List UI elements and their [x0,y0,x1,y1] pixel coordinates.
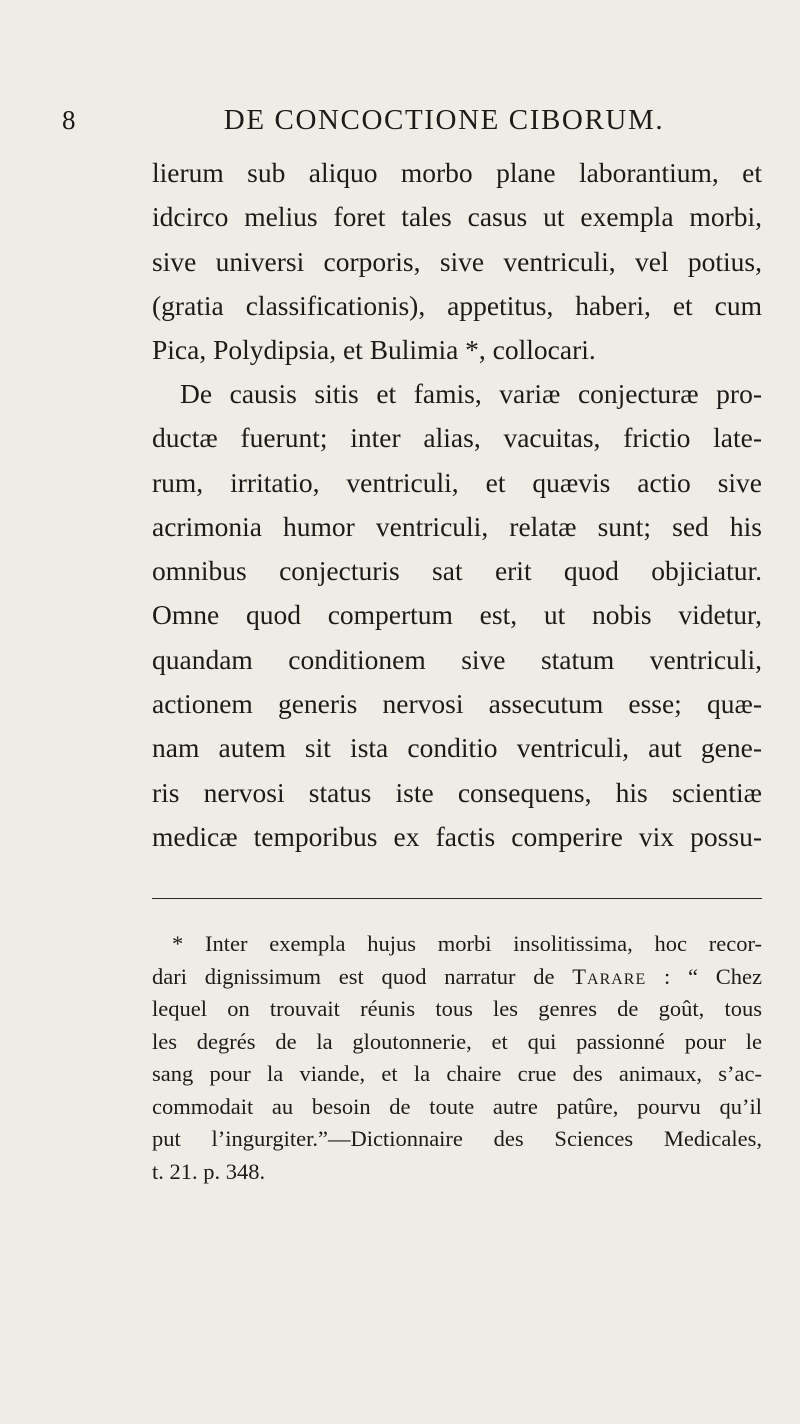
text-line: lierum sub aliquo morbo plane laborantium, et [152,157,762,188]
footnote-line: commodait au besoin de toute autre patûre, pourvu qu’il [152,1093,762,1119]
text-line: ductæ fuerunt; inter alias, vacuitas, frictio late- [152,422,762,454]
page-number: 8 [62,105,76,135]
text-line: nam autem sit ista conditio ventriculi, aut gene- [152,732,762,764]
footnote-line: t. 21. p. 348. [152,1158,266,1184]
text-line: Omne quod compertum est, ut nobis videtur, [152,599,762,631]
footnote-line: put l’ingurgiter.”—Dictionnaire des Sciences Medicales, [152,1126,762,1151]
text-line: omnibus conjecturis sat erit quod objiciatur. [152,555,762,587]
text-line: idcirco melius foret tales casus ut exempla morbi, [152,201,762,233]
footnote-proper-name: Tarare [572,963,647,989]
text-line: rum, irritatio, ventriculi, et quævis actio sive [152,466,762,498]
footnote-text: dari dignissimum est quod narratur de [152,963,555,989]
text-line: medicæ temporibus ex factis comperire vix possu- [152,820,762,852]
footnote-line: lequel on trouvait réunis tous les genres de goût, tous [152,996,762,1021]
footnote-text: : “ Chez [664,963,763,989]
paragraph-1 [152,151,762,372]
text-line: De causis sitis et famis, variæ conjecturæ pro- [180,378,762,409]
text-line: (gratia classificationis), appetitus, haberi, et cum [152,289,762,321]
page-header [62,100,762,140]
text-line: Pica, Polydipsia, et Bulimia *, collocari. [152,334,596,366]
footnote-line [152,961,762,994]
footnote-line: les degrés de la gloutonnerie, et qui passionné pour le [152,1028,762,1054]
footnote-line: sang pour la viande, et la chaire crue des animaux, s’ac- [152,1061,762,1086]
text-line: ris nervosi status iste consequens, his scientiæ [152,776,762,808]
footnote [152,928,762,1188]
footnote-divider [152,898,762,899]
running-title: DE CONCOCTIONE CIBORUM. [223,104,665,136]
text-line: acrimonia humor ventriculi, relatæ sunt; sed his [152,510,762,542]
footnote-line: * Inter exempla hujus morbi insolitissima, hoc recor- [172,931,762,956]
paragraph-2 [152,372,762,859]
text-line: actionem generis nervosi assecutum esse; quæ- [152,688,762,720]
text-line: quandam conditionem sive statum ventriculi, [152,643,762,675]
text-line: sive universi corporis, sive ventriculi, vel potius, [152,245,762,277]
